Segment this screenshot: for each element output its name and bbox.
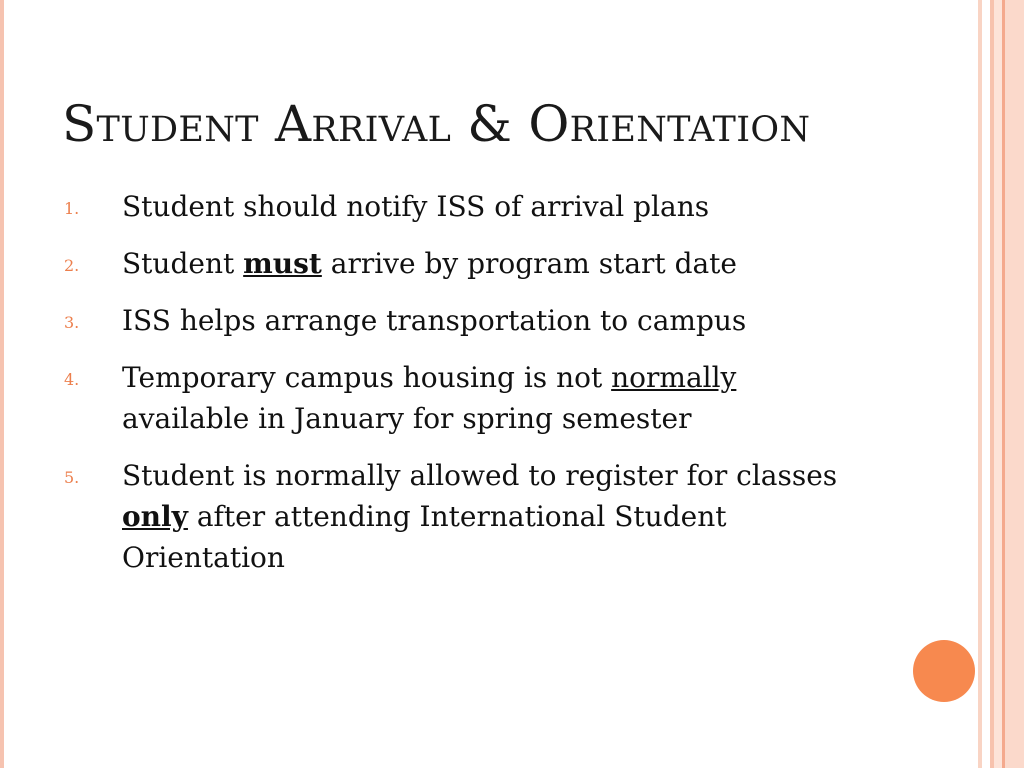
list-item-text-part: Student should notify ISS of arrival plans: [122, 190, 710, 223]
list-item-text-part: Student is normally allowed to register for classes: [122, 459, 838, 492]
numbered-list: [64, 186, 844, 594]
stripe: [982, 0, 990, 768]
list-item-text-part: available in January for spring semester: [122, 402, 692, 435]
list-number: 3.: [64, 313, 80, 332]
list-item-text-part: after attending International Student Orientation: [122, 500, 727, 574]
list-item-text: [122, 186, 844, 227]
emphasis-must: must: [243, 247, 322, 280]
list-item-text: [122, 300, 844, 341]
list-item-text: [122, 243, 844, 284]
list-item-text-part: ISS helps arrange transportation to campus: [122, 304, 747, 337]
decorative-orange-circle: [913, 640, 975, 702]
stripe: [994, 0, 1002, 768]
list-item: [64, 186, 844, 227]
list-item: [64, 300, 844, 341]
list-number: 2.: [64, 256, 80, 275]
left-border-rule: [0, 0, 4, 768]
list-item: [64, 357, 844, 439]
emphasis-only: only: [122, 500, 188, 533]
list-item: [64, 243, 844, 284]
list-number: 4.: [64, 370, 80, 389]
list-item-text-part: Temporary campus housing is not: [122, 361, 612, 394]
list-item-text: [122, 357, 844, 439]
stripe: [1005, 0, 1024, 768]
list-item-text-part: arrive by program start date: [321, 247, 738, 280]
slide-title: Student Arrival & Orientation: [62, 95, 811, 153]
list-item-text-part: Student: [122, 247, 244, 280]
list-number: 5.: [64, 468, 80, 487]
list-item: [64, 455, 844, 578]
list-number: 1.: [64, 199, 80, 218]
right-decorative-stripes: [978, 0, 1024, 768]
list-item-text: [122, 455, 844, 578]
emphasis-normally: normally: [611, 361, 737, 394]
